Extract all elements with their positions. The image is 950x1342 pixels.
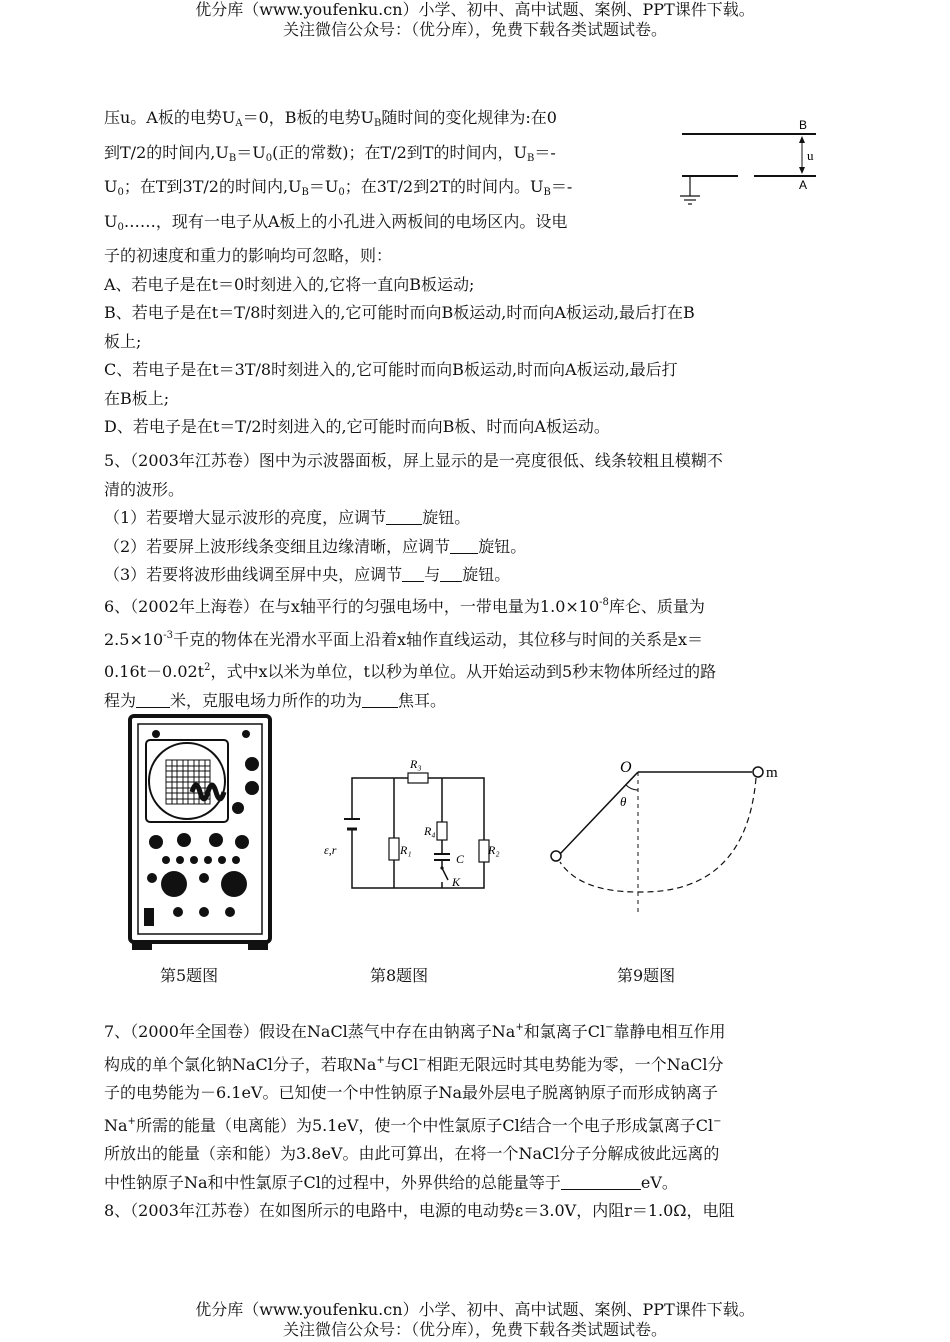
q7-line-5: 所放出的能量（亲和能）为3.8eV。由此可算出，在将一个NaCl分子分解成彼此远离的: [104, 1144, 720, 1163]
knob-x-shift[interactable]: [235, 835, 249, 849]
label-theta: θ: [620, 794, 627, 809]
caption-fig-8: 第8题图: [370, 966, 429, 985]
knob-y-gain[interactable]: [149, 835, 163, 849]
label-r3: R₃: [410, 757, 422, 771]
oscilloscope-figure: [126, 712, 274, 952]
header-line-2: 关注微信公众号：（优分库），免费下载各类试题试卷。: [282, 20, 667, 39]
q7-blank[interactable]: [561, 1173, 641, 1190]
label-emf: ε,r: [324, 843, 337, 857]
q8-line-1: 8、（2003年江苏卷）在如图所示的电路中，电源的电动势ε＝3.0V，内阻r＝1.0Ω，电阻: [104, 1201, 735, 1220]
q5-line-1: 5、（2003年江苏卷）图中为示波器面板，屏上显示的是一亮度很低、线条较粗且模糊不: [104, 451, 723, 470]
q7-line-3: 子的电势能为－6.1eV。已知使一个中性钠原子Na最外层电子脱离钠原子而形成钠离子: [104, 1083, 719, 1102]
footer-line-2: 关注微信公众号：（优分库），免费下载各类试题试卷。: [282, 1320, 667, 1339]
ball-end: [551, 851, 561, 861]
q4-option-b: B、若电子是在t＝T/8时刻进入的,它可能时而向B板运动,时而向A板运动,最后打在B: [104, 303, 695, 322]
plates-figure: [670, 112, 830, 212]
label-k: K: [452, 875, 461, 889]
q4-option-c: C、若电子是在t＝3T/8时刻进入的,它可能时而向B板运动,时而向A板运动,最后打: [104, 360, 678, 379]
q6-line-2: $2.5\times 10^{-3}$千克的物体在光滑水平面上沿着x轴作直线运动，其位移与时间的关系是x＝: [104, 629, 704, 649]
q5-part-3: （3）若要将波形曲线调至屏中央，应调节 与 旋钮。: [104, 565, 511, 584]
resistor-r3: [408, 773, 428, 783]
q4-option-b-cont: 板上;: [104, 331, 142, 351]
q4-line-1: 压u。A板的电势$U_A=0$，B板的电势$U_B$随时间的变化规律为:在0: [104, 108, 557, 129]
switch-dc-ac[interactable]: [144, 908, 154, 926]
q4-option-d: D、若电子是在t＝T/2时刻进入的,它可能时而向B板、时而向A板运动。: [104, 417, 610, 436]
resistor-r1: [389, 838, 399, 860]
knob-aux[interactable]: [232, 802, 244, 814]
circuit-figure: [322, 708, 502, 898]
q5-blank-3[interactable]: [402, 565, 424, 582]
label-r1: R₁: [400, 843, 412, 857]
q6-blank-2[interactable]: [362, 691, 398, 708]
plate-b-label: B: [799, 118, 808, 132]
q4-option-a: A、若电子是在t＝0时刻进入的,它将一直向B板运动;: [104, 274, 475, 294]
question-7-text: [104, 1014, 850, 1226]
caption-fig-9: 第9题图: [617, 966, 676, 985]
label-c: C: [456, 852, 465, 866]
q7-line-1: 7、（2000年全国卷）假设在NaCl蒸气中存在由钠离子Na+和氯离子Cl−靠静电相互作用: [104, 1022, 726, 1041]
q4-line-3: $U_0$；在T到3T/2的时间内$,U_B=U_0$；在3T/2到2T的时间内。$U_B=-$: [104, 177, 573, 198]
q5-blank-4[interactable]: [440, 565, 462, 582]
q4-line-2: 到T/2的时间内$,U_B=U_0$(正的常数)；在T/2到T的时间内，$U_B=-$: [104, 142, 556, 164]
q7-line-6: 中性钠原子Na和中性氯原子Cl的过程中，外界供给的总能量等于 eV。: [104, 1172, 678, 1192]
label-o: O: [620, 759, 632, 776]
knob-scan-range[interactable]: [221, 871, 247, 897]
header-line-1: 优分库（www.youfenku.cn）小学、初中、高中试题、案例、PPT课件下载。: [195, 0, 755, 19]
q6-line-3: $0.16t-0.02t^2$，式中x以米为单位，t以秒为单位。从开始运动到5秒末物体所经过的路: [104, 662, 717, 681]
question-5-text: [104, 447, 850, 590]
terminal-ground[interactable]: [199, 907, 209, 917]
ball-start: [753, 767, 763, 777]
knob-y-shift[interactable]: [177, 833, 191, 847]
q5-line-2: 清的波形。: [104, 479, 185, 499]
q6-blank-1[interactable]: [136, 691, 170, 708]
plate-a-label: A: [799, 178, 808, 192]
label-r2: R₂: [488, 843, 500, 857]
label-m: m: [766, 765, 778, 781]
q5-part-1: （1）若要增大显示波形的亮度，应调节 旋钮。: [104, 508, 471, 527]
label-r4: R₄: [424, 824, 436, 838]
q7-line-2: 构成的单个氯化钠NaCl分子，若取Na+与Cl−相距无限远时其电势能为零，一个NaCl分: [104, 1054, 724, 1074]
footer-line-1: 优分库（www.youfenku.cn）小学、初中、高中试题、案例、PPT课件下载。: [195, 1300, 755, 1319]
pendulum-figure: [540, 752, 790, 920]
knob-focus[interactable]: [245, 781, 259, 795]
q7-line-4: Na+所需的能量（电离能）为5.1eV，使一个中性氯原子Cl结合一个电子形成氯离子Cl−: [104, 1115, 722, 1135]
terminal-y-input[interactable]: [173, 907, 183, 917]
page-header: [0, 0, 950, 40]
knob-intensity[interactable]: [245, 757, 259, 771]
resistor-r4: [437, 822, 447, 840]
knob-attenuation[interactable]: [161, 871, 187, 897]
terminal-x-input[interactable]: [225, 907, 235, 917]
q4-option-c-cont: 在B板上;: [104, 388, 170, 408]
q6-line-4: 程为 米，克服电场力所作的功为 焦耳。: [104, 690, 447, 710]
q5-blank-1[interactable]: [386, 508, 422, 525]
voltage-u-label: u: [807, 148, 814, 163]
q5-part-2: （2）若要屏上波形线条变细且边缘清晰，应调节 旋钮。: [104, 536, 527, 556]
q5-blank-2[interactable]: [450, 537, 478, 554]
page-footer: [0, 1300, 950, 1340]
q4-line-5: 子的初速度和重力的影响均可忽略，则：: [104, 246, 393, 265]
question-6-text: [104, 589, 850, 715]
q6-line-1: 6、（2002年上海卷）在与x轴平行的匀强电场中，一带电量为$1.0\times 10^{-8}$库仑、质量为: [104, 597, 705, 616]
caption-fig-5: 第5题图: [160, 966, 219, 985]
knob-x-gain[interactable]: [209, 833, 223, 847]
q4-line-4: $U_0\dots\dots$，现有一电子从A板上的小孔进入两板间的电场区内。设电: [104, 211, 568, 233]
